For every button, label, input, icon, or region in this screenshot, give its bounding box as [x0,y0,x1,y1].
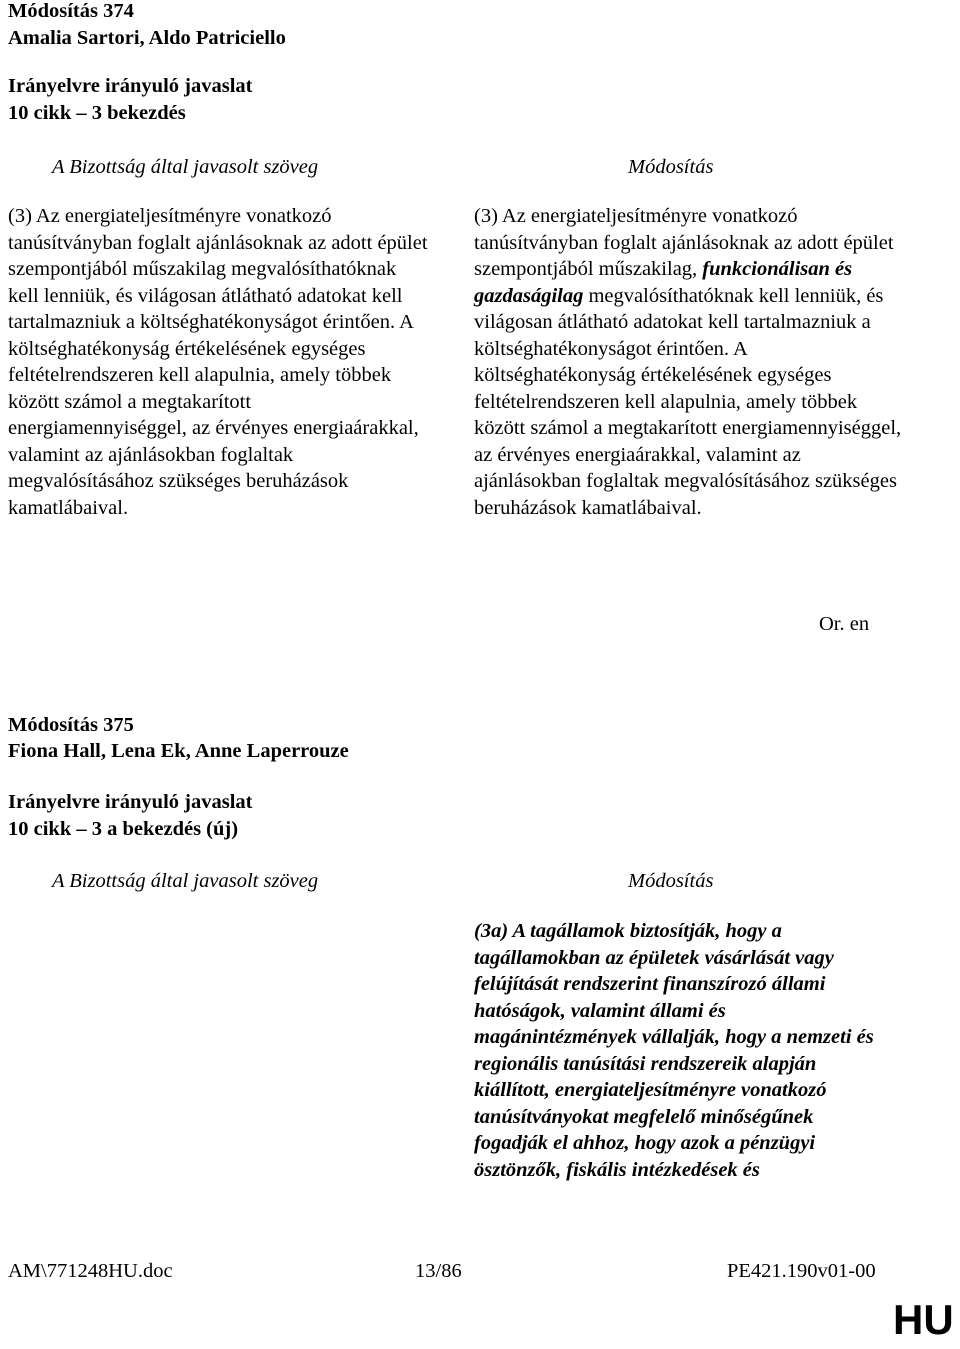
amendment-374-left-header: A Bizottság által javasolt szöveg [52,156,319,178]
amendment-374-commission-text: (3) Az energiateljesítményre vonatkozó tanúsítványban foglalt ajánlásoknak az adott épület szempontjából műszakilag megvalósíthatóknak kell lenniük, és világosan átlátható adatokat kell tartalmazniuk a költséghatékonyságot érintően. A költséghatékonyság értékelésének egységes feltételrendszeren kell alapulnia, amely többek között számol a megtakarított energiamennyiséggel, az érvényes energiaárakkal, valamint az ajánlásokban foglaltak megvalósításához szükséges beruházások kamatlábaival. [8,205,428,519]
amendment-374-original-language: Or. en [819,613,870,635]
footer-page-number: 13/86 [415,1260,462,1282]
amendment-375-article-ref: 10 cikk – 3 a bekezdés (új) [8,818,239,840]
amendment-374-right-header: Módosítás [628,156,714,178]
amendment-375-amended-text: (3a) A tagállamok biztosítják, hogy a tagállamokban az épületek vásárlását vagy felújítását rendszerint finanszírozó állami hatóságok, valamint állami és magánintézmények vállalják, hogy a nemzeti és regionális tanúsítási rendszereik alapján kiállított, energiateljesítményre vonatkozó tanúsítványokat megfelelő minőségűnek fogadják el ahhoz, hogy azok a pénzügyi ösztönzők, fiskális intézkedések és [474,920,874,1181]
footer-pe-ref: PE421.190v01-00 [727,1260,876,1282]
footer-doc-ref: AM\771248HU.doc [8,1260,173,1282]
amendment-374-amended-text-highlight: funkcionálisan és gazdaságilag [474,258,853,307]
amendment-375-authors: Fiona Hall, Lena Ek, Anne Laperrouze [8,740,349,762]
amendment-374-amended-text [474,203,904,521]
amendment-375-proposal-type: Irányelvre irányuló javaslat [8,791,253,813]
amendment-374-article-ref: 10 cikk – 3 bekezdés [8,102,186,124]
amendment-374-amended-text-part-b: megvalósíthatóknak kell lenniük, és világosan átlátható adatokat kell tartalmazniuk a költséghatékonyságot érintően. A költséghatékonyság értékelésének egységes feltételrendszeren kell alapulnia, amely többek között számol a megtakarított energiamennyiséggel, az érvényes energiaárakkal, valamint az ajánlásokban foglaltak megvalósításához szükséges beruházások kamatlábaival. [474,284,902,519]
amendment-374-title: Módosítás 374 [8,0,134,22]
footer-language-code: HU [893,1296,954,1343]
amendment-375-left-header: A Bizottság által javasolt szöveg [52,870,319,892]
amendment-374-proposal-type: Irányelvre irányuló javaslat [8,75,253,97]
amendment-374-authors: Amalia Sartori, Aldo Patriciello [8,27,286,49]
amendment-375-title: Módosítás 375 [8,714,134,736]
amendment-375-right-header: Módosítás [628,870,714,892]
amendment-374-amended-text-part-a: (3) Az energiateljesítményre vonatkozó tanúsítványban foglalt ajánlásoknak az adott épület szempontjából műszakilag, [474,205,894,280]
